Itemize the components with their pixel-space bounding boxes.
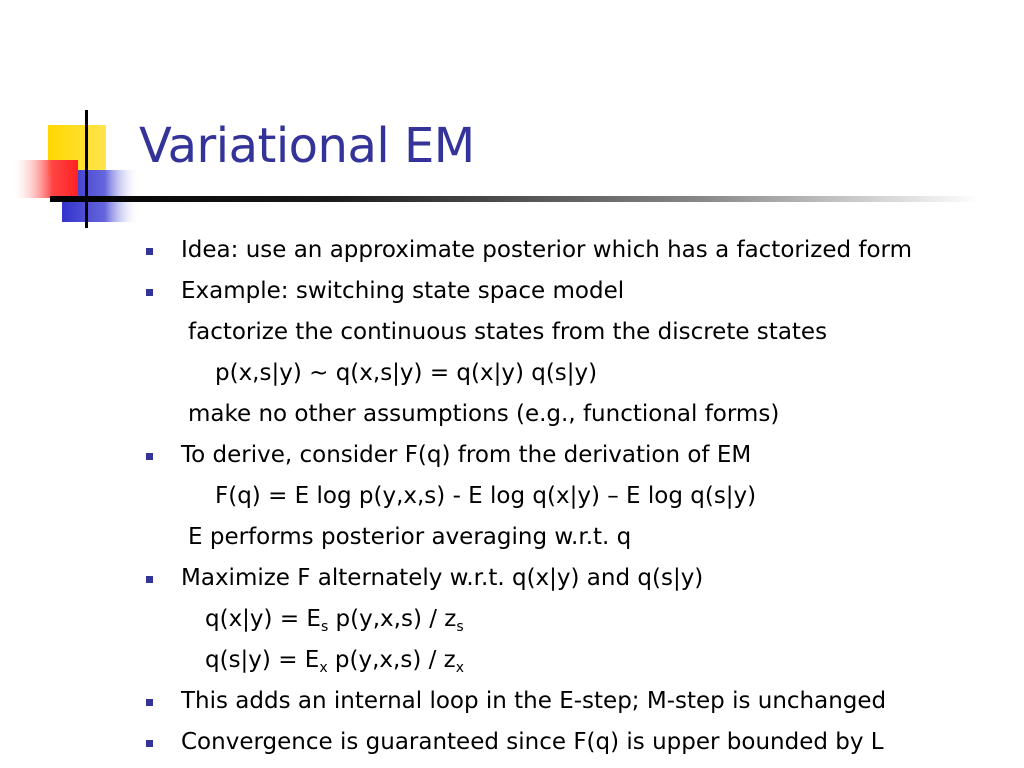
sub-line bbox=[205, 605, 464, 633]
sub-line bbox=[205, 646, 464, 674]
title-underline-rule bbox=[50, 196, 980, 202]
bullet-item: To derive, consider F(q) from the derivation of EM bbox=[181, 442, 752, 468]
bullet-marker bbox=[146, 289, 153, 296]
bullet-marker bbox=[146, 699, 153, 706]
sub-line: E performs posterior averaging w.r.t. q bbox=[188, 524, 632, 550]
bullet-item: Maximize F alternately w.r.t. q(x|y) and q(s|y) bbox=[181, 565, 704, 591]
bullet-item: This adds an internal loop in the E-step; M-step is unchanged bbox=[181, 688, 887, 714]
subscript: s bbox=[320, 619, 329, 635]
sub-line: F(q) = E log p(y,x,s) - E log q(x|y) – E log q(s|y) bbox=[215, 483, 757, 509]
formula-text: p(y,x,s) / z bbox=[328, 606, 457, 632]
bullet-marker bbox=[146, 453, 153, 460]
bullet-item: Convergence is guaranteed since F(q) is upper bounded by L bbox=[181, 729, 884, 755]
formula-text: q(s|y) = E bbox=[205, 647, 320, 673]
bullet-item: Example: switching state space model bbox=[181, 278, 625, 304]
sub-line: make no other assumptions (e.g., functional forms) bbox=[188, 401, 780, 427]
formula-text: p(y,x,s) / z bbox=[327, 647, 456, 673]
vertical-black-line bbox=[85, 110, 88, 228]
bullet-marker bbox=[146, 740, 153, 747]
sub-line: factorize the continuous states from the discrete states bbox=[188, 319, 828, 345]
formula-text: q(x|y) = E bbox=[205, 606, 321, 632]
bullet-item: Idea: use an approximate posterior which has a factorized form bbox=[181, 237, 913, 263]
subscript: x bbox=[455, 660, 465, 676]
sub-line: p(x,s|y) ~ q(x,s|y) = q(x|y) q(s|y) bbox=[215, 360, 598, 386]
subscript: x bbox=[319, 660, 328, 676]
decorative-squares-logo bbox=[0, 0, 150, 240]
red-square bbox=[14, 160, 78, 198]
slide-title: Variational EM bbox=[139, 118, 475, 174]
bullet-marker bbox=[146, 248, 153, 255]
bullet-marker bbox=[146, 576, 153, 583]
subscript: s bbox=[456, 619, 464, 635]
